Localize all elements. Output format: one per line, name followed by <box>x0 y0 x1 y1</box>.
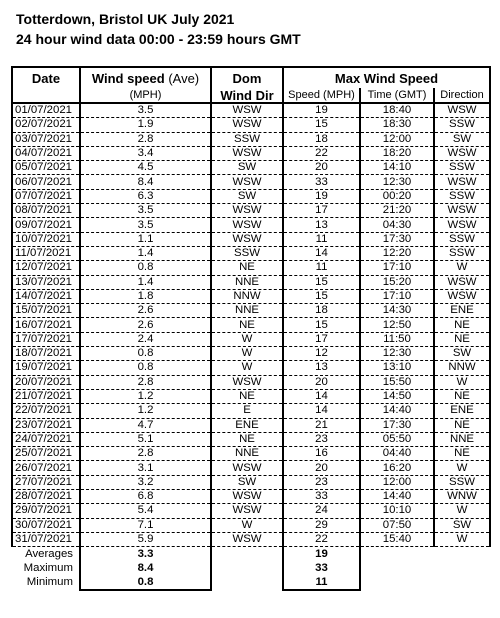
cell-max-time: 12:30 <box>360 347 434 361</box>
cell-max-direction: NE <box>434 332 490 346</box>
cell-date: 27/07/2021 <box>12 475 80 489</box>
summary-label: Minimum <box>26 576 73 589</box>
cell-wind-dir: WSW <box>211 218 283 232</box>
cell-max-time: 00:20 <box>360 189 434 203</box>
summary-wind-speed: 0.8 <box>80 575 211 590</box>
cell-max-speed: 13 <box>283 218 360 232</box>
cell-wind-dir: WSW <box>211 103 283 118</box>
cell-wind-dir: NNW <box>211 289 283 303</box>
cell-date: 15/07/2021 <box>12 304 80 318</box>
header-row-2 <box>12 88 490 103</box>
table-row <box>12 504 490 518</box>
cell-date: 04/07/2021 <box>12 146 80 160</box>
cell-max-speed: 15 <box>283 275 360 289</box>
cell-max-time: 17:10 <box>360 261 434 275</box>
summary-spacer <box>360 561 434 575</box>
cell-max-direction: SSW <box>434 232 490 246</box>
cell-max-speed: 33 <box>283 175 360 189</box>
summary-spacer <box>434 575 490 590</box>
cell-wind-speed: 0.8 <box>80 347 211 361</box>
table-row <box>12 161 490 175</box>
cell-max-time: 14:50 <box>360 389 434 403</box>
cell-max-speed: 24 <box>283 504 360 518</box>
cell-max-speed: 29 <box>283 518 360 532</box>
cell-max-time: 11:50 <box>360 332 434 346</box>
header-row-1 <box>12 67 490 88</box>
cell-date: 07/07/2021 <box>12 189 80 203</box>
cell-max-speed: 13 <box>283 361 360 375</box>
summary-spacer <box>434 547 490 562</box>
cell-wind-speed: 6.3 <box>80 189 211 203</box>
summary-spacer <box>211 547 283 562</box>
cell-date: 23/07/2021 <box>12 418 80 432</box>
cell-max-speed: 20 <box>283 161 360 175</box>
summary-wind-speed: 8.4 <box>80 561 211 575</box>
cell-date: 18/07/2021 <box>12 347 80 361</box>
cell-date: 09/07/2021 <box>12 218 80 232</box>
cell-wind-speed: 6.8 <box>80 490 211 504</box>
cell-max-direction: WSW <box>434 275 490 289</box>
cell-date: 26/07/2021 <box>12 461 80 475</box>
cell-max-direction: SSW <box>434 161 490 175</box>
cell-date: 17/07/2021 <box>12 332 80 346</box>
table-row <box>12 332 490 346</box>
cell-max-time: 18:30 <box>360 118 434 132</box>
cell-max-time: 15:50 <box>360 375 434 389</box>
cell-date: 06/07/2021 <box>12 175 80 189</box>
cell-max-time: 04:40 <box>360 447 434 461</box>
cell-wind-speed: 3.5 <box>80 103 211 118</box>
cell-max-speed: 14 <box>283 246 360 260</box>
cell-date: 25/07/2021 <box>12 447 80 461</box>
cell-wind-speed: 2.4 <box>80 332 211 346</box>
cell-max-time: 16:20 <box>360 461 434 475</box>
cell-wind-dir: SW <box>211 475 283 489</box>
table-row <box>12 404 490 418</box>
header-wind-speed <box>80 67 211 88</box>
cell-max-time: 14:10 <box>360 161 434 175</box>
cell-date: 31/07/2021 <box>12 532 80 546</box>
cell-max-direction: ENE <box>434 304 490 318</box>
cell-max-direction: W <box>434 504 490 518</box>
cell-max-speed: 33 <box>283 490 360 504</box>
cell-max-speed: 14 <box>283 389 360 403</box>
cell-max-time: 13:10 <box>360 361 434 375</box>
cell-wind-dir: NE <box>211 432 283 446</box>
cell-wind-dir: WSW <box>211 118 283 132</box>
cell-wind-dir: WSW <box>211 375 283 389</box>
cell-max-direction: W <box>434 532 490 546</box>
table-row <box>12 347 490 361</box>
cell-max-speed: 15 <box>283 118 360 132</box>
cell-wind-dir: WSW <box>211 461 283 475</box>
summary-wind-speed: 3.3 <box>80 547 211 562</box>
table-row <box>12 532 490 546</box>
summary-spacer <box>434 561 490 575</box>
table-row <box>12 118 490 132</box>
cell-wind-speed: 1.8 <box>80 289 211 303</box>
table-row <box>12 418 490 432</box>
cell-max-direction: NNW <box>434 361 490 375</box>
summary-spacer <box>211 561 283 575</box>
cell-max-time: 07:50 <box>360 518 434 532</box>
cell-max-time: 10:10 <box>360 504 434 518</box>
wind-data-table <box>11 66 491 591</box>
cell-wind-dir: NNE <box>211 447 283 461</box>
cell-wind-speed: 1.1 <box>80 232 211 246</box>
cell-max-speed: 15 <box>283 289 360 303</box>
cell-wind-speed: 3.5 <box>80 218 211 232</box>
cell-max-speed: 20 <box>283 375 360 389</box>
cell-max-direction: SSW <box>434 475 490 489</box>
cell-wind-dir: W <box>211 361 283 375</box>
cell-max-direction: NE <box>434 318 490 332</box>
cell-wind-dir: WSW <box>211 532 283 546</box>
table-row <box>12 175 490 189</box>
header-wind-speed-suffix: (Ave) <box>168 70 200 86</box>
cell-wind-speed: 8.4 <box>80 175 211 189</box>
summary-max-speed: 19 <box>283 547 360 562</box>
report-title: Totterdown, Bristol UK July 2021 <box>16 11 235 27</box>
summary-rows <box>12 547 490 591</box>
cell-max-speed: 18 <box>283 132 360 146</box>
table-row <box>12 361 490 375</box>
cell-max-speed: 19 <box>283 189 360 203</box>
table-row <box>12 132 490 146</box>
cell-date: 03/07/2021 <box>12 132 80 146</box>
cell-date: 29/07/2021 <box>12 504 80 518</box>
cell-wind-speed: 3.1 <box>80 461 211 475</box>
cell-wind-speed: 3.2 <box>80 475 211 489</box>
cell-max-direction: WSW <box>434 146 490 160</box>
cell-max-speed: 17 <box>283 332 360 346</box>
cell-max-speed: 23 <box>283 475 360 489</box>
table-row <box>12 261 490 275</box>
summary-row <box>12 547 490 562</box>
header-speed: Speed (MPH) <box>283 88 360 103</box>
header-date-blank <box>12 88 80 103</box>
cell-wind-dir: WSW <box>211 175 283 189</box>
header-wind-dir: Wind Dir <box>211 88 283 103</box>
cell-max-speed: 11 <box>283 232 360 246</box>
cell-max-speed: 19 <box>283 103 360 118</box>
cell-max-time: 21:20 <box>360 204 434 218</box>
cell-wind-speed: 1.2 <box>80 389 211 403</box>
cell-wind-dir: SW <box>211 189 283 203</box>
cell-max-time: 14:40 <box>360 404 434 418</box>
cell-wind-speed: 7.1 <box>80 518 211 532</box>
cell-wind-dir: NE <box>211 261 283 275</box>
cell-max-direction: W <box>434 461 490 475</box>
cell-wind-speed: 2.6 <box>80 318 211 332</box>
cell-max-time: 12:50 <box>360 318 434 332</box>
cell-max-speed: 17 <box>283 204 360 218</box>
cell-date: 19/07/2021 <box>12 361 80 375</box>
cell-max-direction: SW <box>434 347 490 361</box>
cell-wind-dir: NNE <box>211 275 283 289</box>
cell-max-speed: 14 <box>283 404 360 418</box>
cell-wind-dir: NE <box>211 318 283 332</box>
cell-date: 30/07/2021 <box>12 518 80 532</box>
summary-spacer <box>211 575 283 590</box>
cell-wind-speed: 4.7 <box>80 418 211 432</box>
cell-max-direction: WSW <box>434 175 490 189</box>
summary-label: Maximum <box>23 561 73 574</box>
cell-wind-dir: E <box>211 404 283 418</box>
cell-wind-dir: WSW <box>211 232 283 246</box>
cell-wind-speed: 4.5 <box>80 161 211 175</box>
cell-max-time: 15:20 <box>360 275 434 289</box>
cell-wind-dir: WSW <box>211 504 283 518</box>
cell-wind-speed: 2.6 <box>80 304 211 318</box>
header-wind-speed-label: Wind speed <box>91 70 165 86</box>
cell-wind-speed: 2.8 <box>80 375 211 389</box>
summary-max-speed: 11 <box>283 575 360 590</box>
table-row <box>12 447 490 461</box>
summary-spacer <box>360 547 434 562</box>
cell-wind-dir: WSW <box>211 204 283 218</box>
cell-max-speed: 21 <box>283 418 360 432</box>
cell-max-direction: NE <box>434 418 490 432</box>
cell-wind-dir: WSW <box>211 490 283 504</box>
cell-max-time: 14:40 <box>360 490 434 504</box>
header-max-wind-speed: Max Wind Speed <box>283 67 490 88</box>
header-wind-speed-unit: (MPH) <box>80 88 211 103</box>
table-row <box>12 461 490 475</box>
summary-label: Averages <box>25 547 73 560</box>
cell-wind-speed: 5.9 <box>80 532 211 546</box>
cell-wind-speed: 5.4 <box>80 504 211 518</box>
cell-wind-dir: WSW <box>211 146 283 160</box>
cell-wind-speed: 0.8 <box>80 361 211 375</box>
cell-max-time: 15:40 <box>360 532 434 546</box>
table-row <box>12 103 490 118</box>
cell-max-time: 12:20 <box>360 246 434 260</box>
cell-max-time: 18:40 <box>360 103 434 118</box>
cell-wind-dir: ENE <box>211 418 283 432</box>
header-date: Date <box>12 67 80 88</box>
cell-wind-dir: SSW <box>211 246 283 260</box>
cell-max-direction: NNE <box>434 432 490 446</box>
cell-max-direction: SSW <box>434 189 490 203</box>
cell-date: 16/07/2021 <box>12 318 80 332</box>
cell-max-direction: SSW <box>434 118 490 132</box>
cell-wind-dir: W <box>211 347 283 361</box>
cell-max-speed: 15 <box>283 318 360 332</box>
table-row <box>12 518 490 532</box>
cell-date: 21/07/2021 <box>12 389 80 403</box>
table-row <box>12 232 490 246</box>
cell-wind-speed: 2.8 <box>80 132 211 146</box>
table-row <box>12 246 490 260</box>
table-row <box>12 475 490 489</box>
cell-date: 02/07/2021 <box>12 118 80 132</box>
cell-max-direction: WSW <box>434 204 490 218</box>
cell-max-direction: SSW <box>434 246 490 260</box>
cell-max-time: 17:10 <box>360 289 434 303</box>
report-subtitle: 24 hour wind data 00:00 - 23:59 hours GMT <box>16 31 301 47</box>
cell-max-time: 04:30 <box>360 218 434 232</box>
cell-max-time: 17:30 <box>360 418 434 432</box>
cell-wind-speed: 2.8 <box>80 447 211 461</box>
cell-max-time: 12:00 <box>360 132 434 146</box>
cell-max-time: 05:50 <box>360 432 434 446</box>
cell-max-speed: 12 <box>283 347 360 361</box>
cell-wind-dir: NE <box>211 389 283 403</box>
cell-wind-speed: 1.4 <box>80 275 211 289</box>
table-row <box>12 432 490 446</box>
cell-max-time: 14:30 <box>360 304 434 318</box>
cell-max-direction: W <box>434 375 490 389</box>
cell-wind-speed: 1.9 <box>80 118 211 132</box>
table-row <box>12 318 490 332</box>
cell-max-speed: 16 <box>283 447 360 461</box>
cell-date: 13/07/2021 <box>12 275 80 289</box>
table-row <box>12 275 490 289</box>
cell-wind-dir: W <box>211 332 283 346</box>
cell-max-direction: SW <box>434 132 490 146</box>
cell-date: 22/07/2021 <box>12 404 80 418</box>
cell-max-speed: 23 <box>283 432 360 446</box>
cell-max-time: 18:20 <box>360 146 434 160</box>
cell-wind-speed: 3.4 <box>80 146 211 160</box>
table-row <box>12 289 490 303</box>
summary-spacer <box>360 575 434 590</box>
summary-row <box>12 561 490 575</box>
header-time: Time (GMT) <box>360 88 434 103</box>
summary-max-speed: 33 <box>283 561 360 575</box>
cell-wind-speed: 1.2 <box>80 404 211 418</box>
cell-max-direction: SW <box>434 518 490 532</box>
header-direction: Direction <box>434 88 490 103</box>
cell-max-direction: WNW <box>434 490 490 504</box>
cell-max-speed: 11 <box>283 261 360 275</box>
table-row <box>12 204 490 218</box>
cell-date: 28/07/2021 <box>12 490 80 504</box>
cell-date: 11/07/2021 <box>12 246 80 260</box>
cell-wind-speed: 3.5 <box>80 204 211 218</box>
cell-wind-speed: 5.1 <box>80 432 211 446</box>
cell-max-direction: ENE <box>434 404 490 418</box>
cell-date: 14/07/2021 <box>12 289 80 303</box>
cell-date: 20/07/2021 <box>12 375 80 389</box>
cell-max-speed: 22 <box>283 146 360 160</box>
cell-max-direction: NE <box>434 447 490 461</box>
table-row <box>12 146 490 160</box>
table-row <box>12 189 490 203</box>
cell-max-time: 17:30 <box>360 232 434 246</box>
table-row <box>12 375 490 389</box>
cell-max-direction: NE <box>434 389 490 403</box>
cell-wind-dir: W <box>211 518 283 532</box>
cell-date: 12/07/2021 <box>12 261 80 275</box>
cell-wind-dir: SW <box>211 161 283 175</box>
cell-wind-speed: 1.4 <box>80 246 211 260</box>
cell-max-speed: 20 <box>283 461 360 475</box>
cell-date: 24/07/2021 <box>12 432 80 446</box>
cell-max-speed: 18 <box>283 304 360 318</box>
table-row <box>12 304 490 318</box>
cell-date: 05/07/2021 <box>12 161 80 175</box>
data-rows <box>12 103 490 547</box>
cell-date: 10/07/2021 <box>12 232 80 246</box>
cell-max-time: 12:30 <box>360 175 434 189</box>
cell-max-direction: WSW <box>434 218 490 232</box>
cell-max-direction: W <box>434 261 490 275</box>
summary-row <box>12 575 490 590</box>
cell-wind-dir: NNE <box>211 304 283 318</box>
header-dom: Dom <box>211 67 283 88</box>
cell-max-direction: WSW <box>434 289 490 303</box>
cell-max-time: 12:00 <box>360 475 434 489</box>
cell-date: 01/07/2021 <box>12 103 80 118</box>
cell-wind-dir: SSW <box>211 132 283 146</box>
cell-max-direction: WSW <box>434 103 490 118</box>
cell-max-speed: 22 <box>283 532 360 546</box>
table-row <box>12 218 490 232</box>
cell-wind-speed: 0.8 <box>80 261 211 275</box>
table-row <box>12 389 490 403</box>
table-row <box>12 490 490 504</box>
cell-date: 08/07/2021 <box>12 204 80 218</box>
